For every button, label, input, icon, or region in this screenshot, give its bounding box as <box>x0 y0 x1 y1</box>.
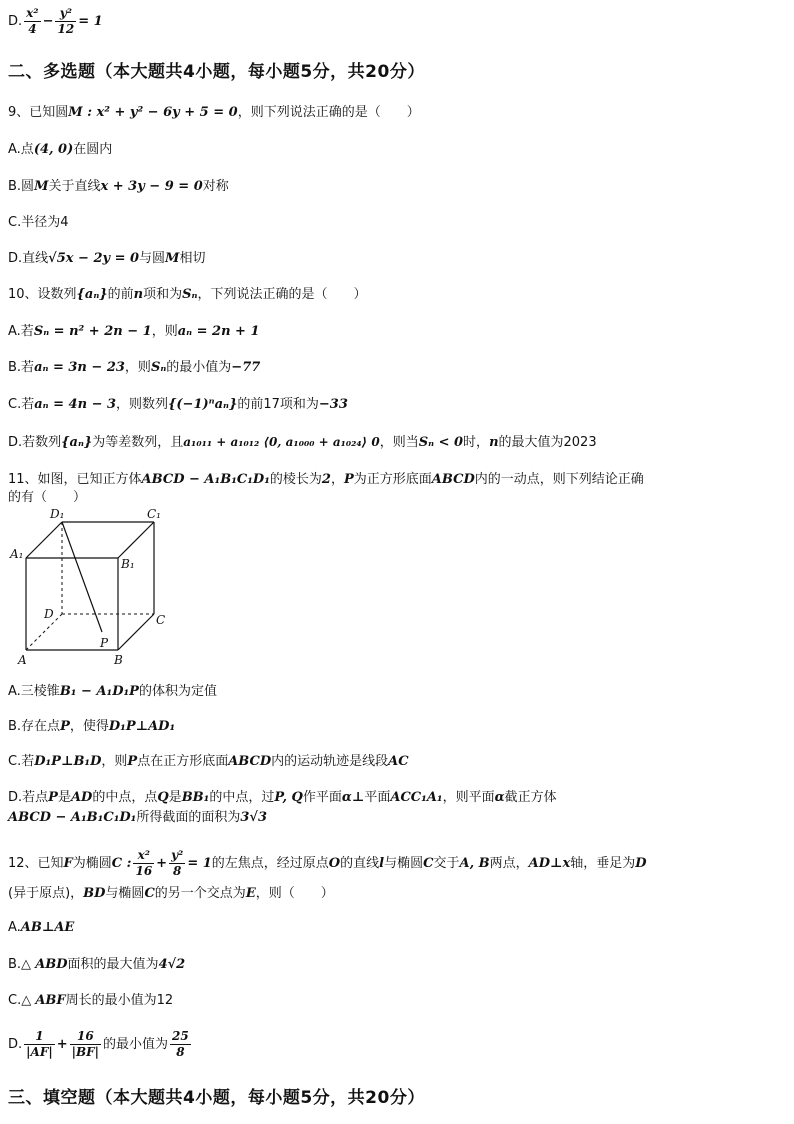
text: ，则下列说法正确的是（ ） <box>237 105 420 120</box>
q9-option-b <box>8 177 229 197</box>
math: P, Q <box>274 790 303 805</box>
math: C <box>423 856 434 871</box>
math: + <box>56 1037 68 1052</box>
label-d1: D₁ <box>50 507 65 521</box>
option-label: D. <box>8 14 23 29</box>
q11-option-d-cont <box>8 808 267 828</box>
math: n <box>489 435 499 450</box>
math: E <box>245 886 256 901</box>
numerator: 16 <box>70 1029 101 1045</box>
text: 的最小值为 <box>103 1037 169 1052</box>
math: α <box>494 790 505 805</box>
math: 4√2 <box>158 957 186 972</box>
text: C.若 <box>8 397 35 412</box>
text: 与椭圆 <box>384 856 424 871</box>
q9-option-d <box>8 249 205 269</box>
q10-option-c <box>8 395 348 415</box>
text: 的中点，点 <box>92 790 158 805</box>
math: − <box>42 14 54 29</box>
text: 是 <box>168 790 182 805</box>
edge-a1-d1 <box>26 522 62 558</box>
section-title: 三、填空题（本大题共4小题，每小题5分，共20分） <box>8 1088 425 1108</box>
q11-option-d <box>8 788 557 808</box>
text: 为椭圆 <box>72 856 112 871</box>
q11-option-c <box>8 752 409 772</box>
math: D₁P⊥AD₁ <box>108 719 176 734</box>
math: x + 3y − 9 = 0 <box>100 179 203 194</box>
text: 在圆内 <box>73 142 113 157</box>
text: ，则平面 <box>442 790 495 805</box>
text: ，则 <box>124 360 151 375</box>
text: 的另一个交点为 <box>154 886 246 901</box>
q10-option-b <box>8 358 260 378</box>
text: ，则 <box>101 754 128 769</box>
math: = 1 <box>187 856 212 871</box>
q12-option-b <box>8 955 185 975</box>
label-p: P <box>100 636 109 650</box>
math: α⊥ <box>341 790 365 805</box>
text: 与圆 <box>139 251 166 266</box>
text: 与椭圆 <box>105 886 145 901</box>
text: 所得截面的面积为 <box>136 810 241 825</box>
text: ，则当 <box>379 435 419 450</box>
math: AD <box>70 790 93 805</box>
question-12-stem-cont <box>8 884 334 904</box>
math: C <box>144 886 155 901</box>
fraction <box>24 6 40 37</box>
math: ACC₁A₁ <box>390 790 443 805</box>
question-10-stem <box>8 285 367 305</box>
text: 项和为 <box>143 287 183 302</box>
math: n <box>133 287 144 302</box>
text: 截正方体 <box>504 790 557 805</box>
math: M <box>165 251 180 266</box>
fraction <box>169 848 185 879</box>
text: D.直线 <box>8 251 49 266</box>
text: ，则（ ） <box>255 886 334 901</box>
question-12-stem <box>8 846 647 882</box>
text: ， <box>330 472 344 487</box>
text: B.存在点 <box>8 719 61 734</box>
math: BD <box>83 886 106 901</box>
q12-option-c <box>8 991 173 1011</box>
fraction <box>170 1029 191 1060</box>
text: 为等差数列，且 <box>92 435 184 450</box>
math: Sₙ <box>150 360 167 375</box>
label-c1: C₁ <box>147 507 161 521</box>
math: aₙ = 4n − 3 <box>34 397 117 412</box>
fraction <box>55 6 76 37</box>
text: 的体积为定值 <box>138 684 217 699</box>
text: 轴，垂足为 <box>570 856 636 871</box>
math: {aₙ} <box>76 287 108 302</box>
math: D₁P⊥B₁D <box>34 754 102 769</box>
math: M <box>34 179 49 194</box>
text: 的左焦点，经过原点 <box>211 856 329 871</box>
text: C.半径为4 <box>8 215 69 230</box>
q9-option-c <box>8 213 68 233</box>
section-title: 二、多选题（本大题共4小题，每小题5分，共20分） <box>8 62 425 82</box>
math: D <box>635 856 647 871</box>
text: 相切 <box>179 251 206 266</box>
text: 的棱长为 <box>269 472 322 487</box>
text: 内的一动点，则下列结论正确 <box>474 472 644 487</box>
numerator: y² <box>55 6 76 22</box>
text: 10、设数列 <box>8 287 77 302</box>
text: 点在正方形底面 <box>137 754 229 769</box>
text: A.点 <box>8 142 34 157</box>
denominator: 4 <box>28 22 37 36</box>
math: O <box>328 856 341 871</box>
math: aₙ = 3n − 23 <box>34 360 125 375</box>
text: C.若 <box>8 754 35 769</box>
denominator: 16 <box>135 864 153 878</box>
math: ABCD − A₁B₁C₁D₁ <box>141 472 270 487</box>
text: 是 <box>57 790 71 805</box>
text: 的最大值为2023 <box>498 435 597 450</box>
fraction <box>133 848 154 879</box>
q10-option-a <box>8 322 260 342</box>
text: 9、已知圆 <box>8 105 69 120</box>
math: Sₙ < 0 <box>418 435 464 450</box>
text: A.三棱锥 <box>8 684 60 699</box>
math: C : <box>111 856 132 871</box>
math: 2 <box>321 472 331 487</box>
math: P <box>48 790 58 805</box>
text: B.△ <box>8 957 36 972</box>
text: D. <box>8 1037 23 1052</box>
math: F <box>63 856 73 871</box>
label-a: A <box>18 653 27 667</box>
text: ，使得 <box>69 719 109 734</box>
math: Sₙ <box>182 287 198 302</box>
numerator: x² <box>26 6 39 20</box>
math: AD⊥x <box>528 856 571 871</box>
fraction <box>70 1029 101 1060</box>
math: + <box>156 856 168 871</box>
text: ，则数列 <box>116 397 169 412</box>
math: = 1 <box>78 14 103 29</box>
math: {aₙ} <box>61 435 93 450</box>
text: ，下列说法正确的是（ ） <box>197 287 367 302</box>
math: P <box>343 472 354 487</box>
numerator: 25 <box>172 1029 189 1043</box>
math: ABCD <box>228 754 272 769</box>
text: 12、已知 <box>8 856 64 871</box>
text: 关于直线 <box>48 179 101 194</box>
text: B.若 <box>8 360 35 375</box>
text: C.△ <box>8 993 36 1008</box>
text: A.若 <box>8 324 34 339</box>
math: A, B <box>459 856 490 871</box>
q9-option-a <box>8 140 112 160</box>
q10-option-d <box>8 432 597 453</box>
numerator: x² <box>133 848 154 864</box>
segment-d1-p <box>62 522 102 632</box>
math: 3√3 <box>240 810 268 825</box>
math: ABCD − A₁B₁C₁D₁ <box>8 810 137 825</box>
denominator: |AF| <box>26 1045 53 1059</box>
text: 的最小值为 <box>166 360 232 375</box>
text: 的前 <box>107 287 134 302</box>
text: 周长的最小值为12 <box>65 993 174 1008</box>
numerator: y² <box>171 848 184 862</box>
label-b1: B₁ <box>121 557 135 571</box>
math: BB₁ <box>181 790 210 805</box>
question-11-stem-cont: 的有（ ） <box>8 490 87 505</box>
math: B₁ − A₁D₁P <box>59 684 139 699</box>
math: −33 <box>318 397 348 412</box>
cube-figure <box>8 506 178 672</box>
text: ，则 <box>151 324 178 339</box>
math: ABCD <box>431 472 475 487</box>
math: P <box>127 754 138 769</box>
denominator: |BF| <box>71 1045 100 1059</box>
text: 对称 <box>202 179 229 194</box>
text: 的前17项和为 <box>237 397 319 412</box>
fraction <box>24 1029 55 1060</box>
text: 交于 <box>433 856 460 871</box>
numerator: 1 <box>24 1029 55 1045</box>
text: D.若点 <box>8 790 49 805</box>
edge-b1-c1 <box>118 522 154 558</box>
label-d: D <box>44 607 54 621</box>
math: AB⊥AE <box>20 920 75 935</box>
text: 的中点，过 <box>209 790 275 805</box>
edge-b-c <box>118 614 154 650</box>
label-a1: A₁ <box>10 547 24 561</box>
text: (异于原点)， <box>8 886 84 901</box>
math: −77 <box>231 360 261 375</box>
math: ABF <box>35 993 66 1008</box>
question-9-stem <box>8 103 420 123</box>
q12-option-a <box>8 918 74 938</box>
label-b: B <box>114 653 123 667</box>
option-d-prev <box>8 2 103 42</box>
text: A. <box>8 920 21 935</box>
text: 11、如图，已知正方体 <box>8 472 142 487</box>
text: 内的运动轨迹是线段 <box>271 754 389 769</box>
math: P <box>60 719 70 734</box>
text: B.圆 <box>8 179 35 194</box>
text: 作平面 <box>302 790 342 805</box>
math: Sₙ = n² + 2n − 1 <box>33 324 152 339</box>
math: a₁₀₁₁ + a₁₀₁₂ ⟨0, a₁₀₀₀ + a₁₀₂₄⟩ 0 <box>183 435 380 449</box>
math: l <box>379 856 385 871</box>
question-11-stem <box>8 470 644 490</box>
math: {(−1)ⁿaₙ} <box>168 397 238 412</box>
text: D.若数列 <box>8 435 62 450</box>
q12-option-d <box>8 1024 193 1066</box>
text: 时， <box>463 435 490 450</box>
math: AC <box>388 754 409 769</box>
text: 平面 <box>364 790 391 805</box>
text: 面积的最大值为 <box>67 957 159 972</box>
q11-option-a <box>8 682 217 702</box>
math: aₙ = 2n + 1 <box>177 324 260 339</box>
math: (4, 0) <box>33 142 74 157</box>
math: ABD <box>35 957 68 972</box>
text: 的直线 <box>340 856 380 871</box>
denominator: 8 <box>173 864 182 878</box>
text: 两点， <box>489 856 529 871</box>
math: √5x − 2y = 0 <box>48 251 140 266</box>
denominator: 12 <box>57 22 75 36</box>
label-c: C <box>156 613 166 627</box>
math: M : x² + y² − 6y + 5 = 0 <box>68 105 238 120</box>
math: Q <box>157 790 169 805</box>
q11-option-b <box>8 717 175 737</box>
text: 为正方形底面 <box>353 472 432 487</box>
denominator: 8 <box>176 1045 185 1059</box>
